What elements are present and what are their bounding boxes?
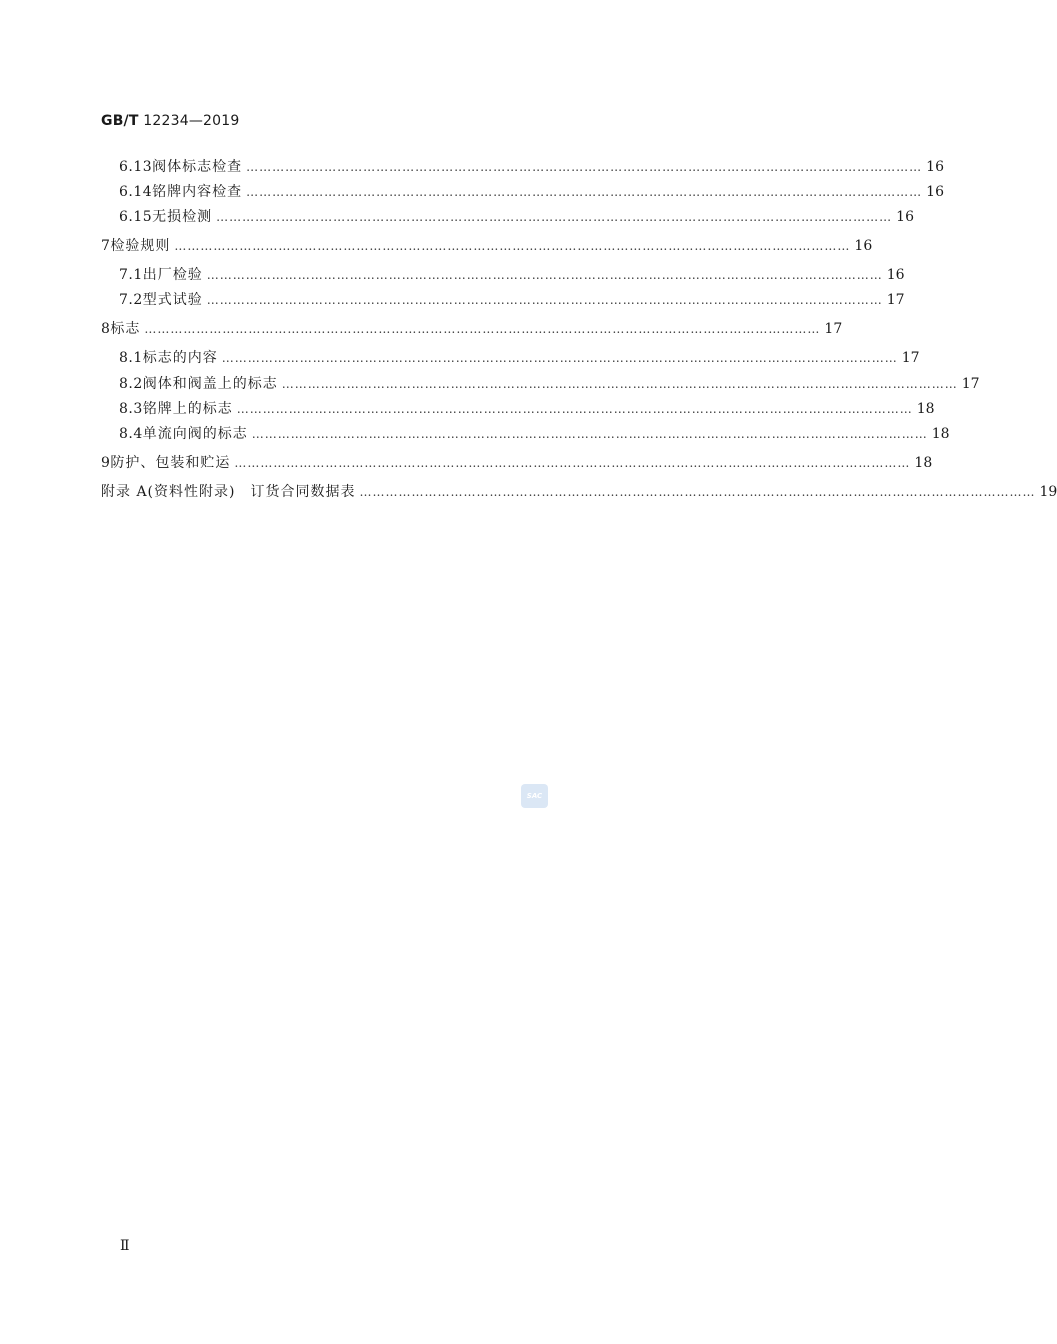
toc-entry-page: 17 (824, 321, 843, 337)
toc-entry-number: 7.1 (119, 267, 143, 283)
toc-entry-page: 16 (926, 184, 944, 200)
toc-entry-page: 16 (854, 238, 873, 254)
toc-entry-number: 7.2 (119, 292, 143, 308)
toc-entry-title: 阀体标志检查 (152, 159, 243, 175)
toc-entry-page: 17 (961, 376, 980, 392)
toc-entry-title: 无损检测 (152, 209, 213, 225)
page-number: Ⅱ (120, 1238, 131, 1254)
toc-leader-dots: ………………………………………………………………………………………………………………………………………… (221, 351, 898, 365)
toc-entry-title: 铭牌上的标志 (142, 401, 233, 417)
toc-entry-page: 17 (901, 350, 920, 366)
toc-entry-title: 防护、包装和贮运 (110, 455, 231, 471)
toc-entry-page: 18 (916, 401, 935, 417)
toc-leader-dots: ………………………………………………………………………………………………………………………………………… (144, 322, 821, 336)
toc-entry-number: 8.2 (119, 376, 143, 392)
toc-entry-page: 16 (896, 209, 914, 225)
toc-entry-page: 16 (926, 159, 944, 175)
toc-entry-page: 19 (1039, 484, 1057, 500)
toc-entry[interactable] (119, 207, 914, 227)
toc-entry-page: 18 (914, 455, 933, 471)
toc-entry-title: 标志 (110, 321, 141, 337)
toc-leader-dots: ………………………………………………………………………………………………………………………………………… (281, 377, 958, 391)
standard-number: 12234—2019 (143, 113, 240, 129)
toc-entry-number: 8.1 (119, 350, 143, 366)
toc-entry-number: 9 (101, 455, 111, 471)
toc-entry-annex[interactable] (101, 482, 1057, 502)
toc-entry-page: 17 (886, 292, 905, 308)
toc-entry-number: 6.15 (119, 209, 153, 225)
toc-leader-dots: ………………………………………………………………………………………………………………………………………… (206, 293, 883, 307)
toc-entry[interactable] (119, 265, 905, 285)
sac-watermark-logo: SAC (521, 784, 548, 808)
toc-leader-dots: ………………………………………………………………………………………………………………………………………… (216, 210, 893, 224)
toc-entry[interactable] (101, 453, 933, 473)
toc-entry[interactable] (101, 319, 843, 339)
toc-entry-title: 附录 A(资料性附录) 订货合同数据表 (101, 484, 356, 500)
toc-entry[interactable] (119, 348, 920, 368)
toc-entry-number: 6.13 (119, 159, 153, 175)
toc-entry-title: 出厂检验 (142, 267, 203, 283)
toc-entry-title: 阀体和阀盖上的标志 (142, 376, 278, 392)
toc-entry[interactable] (119, 424, 950, 444)
toc-entry[interactable] (119, 157, 944, 177)
toc-leader-dots: ………………………………………………………………………………………………………………………………………… (359, 485, 1036, 499)
toc-entry-number: 8.3 (119, 401, 143, 417)
toc-leader-dots: ………………………………………………………………………………………………………………………………………… (174, 239, 851, 253)
toc-entry-number: 8.4 (119, 426, 143, 442)
toc-entry-number: 6.14 (119, 184, 153, 200)
toc-entry-page: 18 (931, 426, 950, 442)
toc-entry-number: 7 (101, 238, 111, 254)
toc-entry-number: 8 (101, 321, 111, 337)
standard-prefix: GB/T (101, 113, 139, 129)
toc-entry-title: 型式试验 (142, 292, 203, 308)
toc-entry[interactable] (119, 374, 980, 394)
toc-entry[interactable] (119, 399, 935, 419)
toc-leader-dots: ………………………………………………………………………………………………………………………………………… (246, 160, 923, 174)
toc-entry-page: 16 (886, 267, 905, 283)
toc-entry-title: 检验规则 (110, 238, 171, 254)
toc-entry[interactable] (101, 236, 873, 256)
toc-entry[interactable] (119, 182, 944, 202)
toc-leader-dots: ………………………………………………………………………………………………………………………………………… (206, 268, 883, 282)
toc-entry[interactable] (119, 290, 905, 310)
toc-leader-dots: ………………………………………………………………………………………………………………………………………… (246, 185, 923, 199)
toc-entry-title: 标志的内容 (142, 350, 218, 366)
toc-entry-title: 单流向阀的标志 (142, 426, 248, 442)
toc-leader-dots: ………………………………………………………………………………………………………………………………………… (236, 402, 913, 416)
toc-leader-dots: ………………………………………………………………………………………………………………………………………… (234, 456, 911, 470)
toc-leader-dots: ………………………………………………………………………………………………………………………………………… (251, 427, 928, 441)
toc-entry-title: 铭牌内容检查 (152, 184, 243, 200)
